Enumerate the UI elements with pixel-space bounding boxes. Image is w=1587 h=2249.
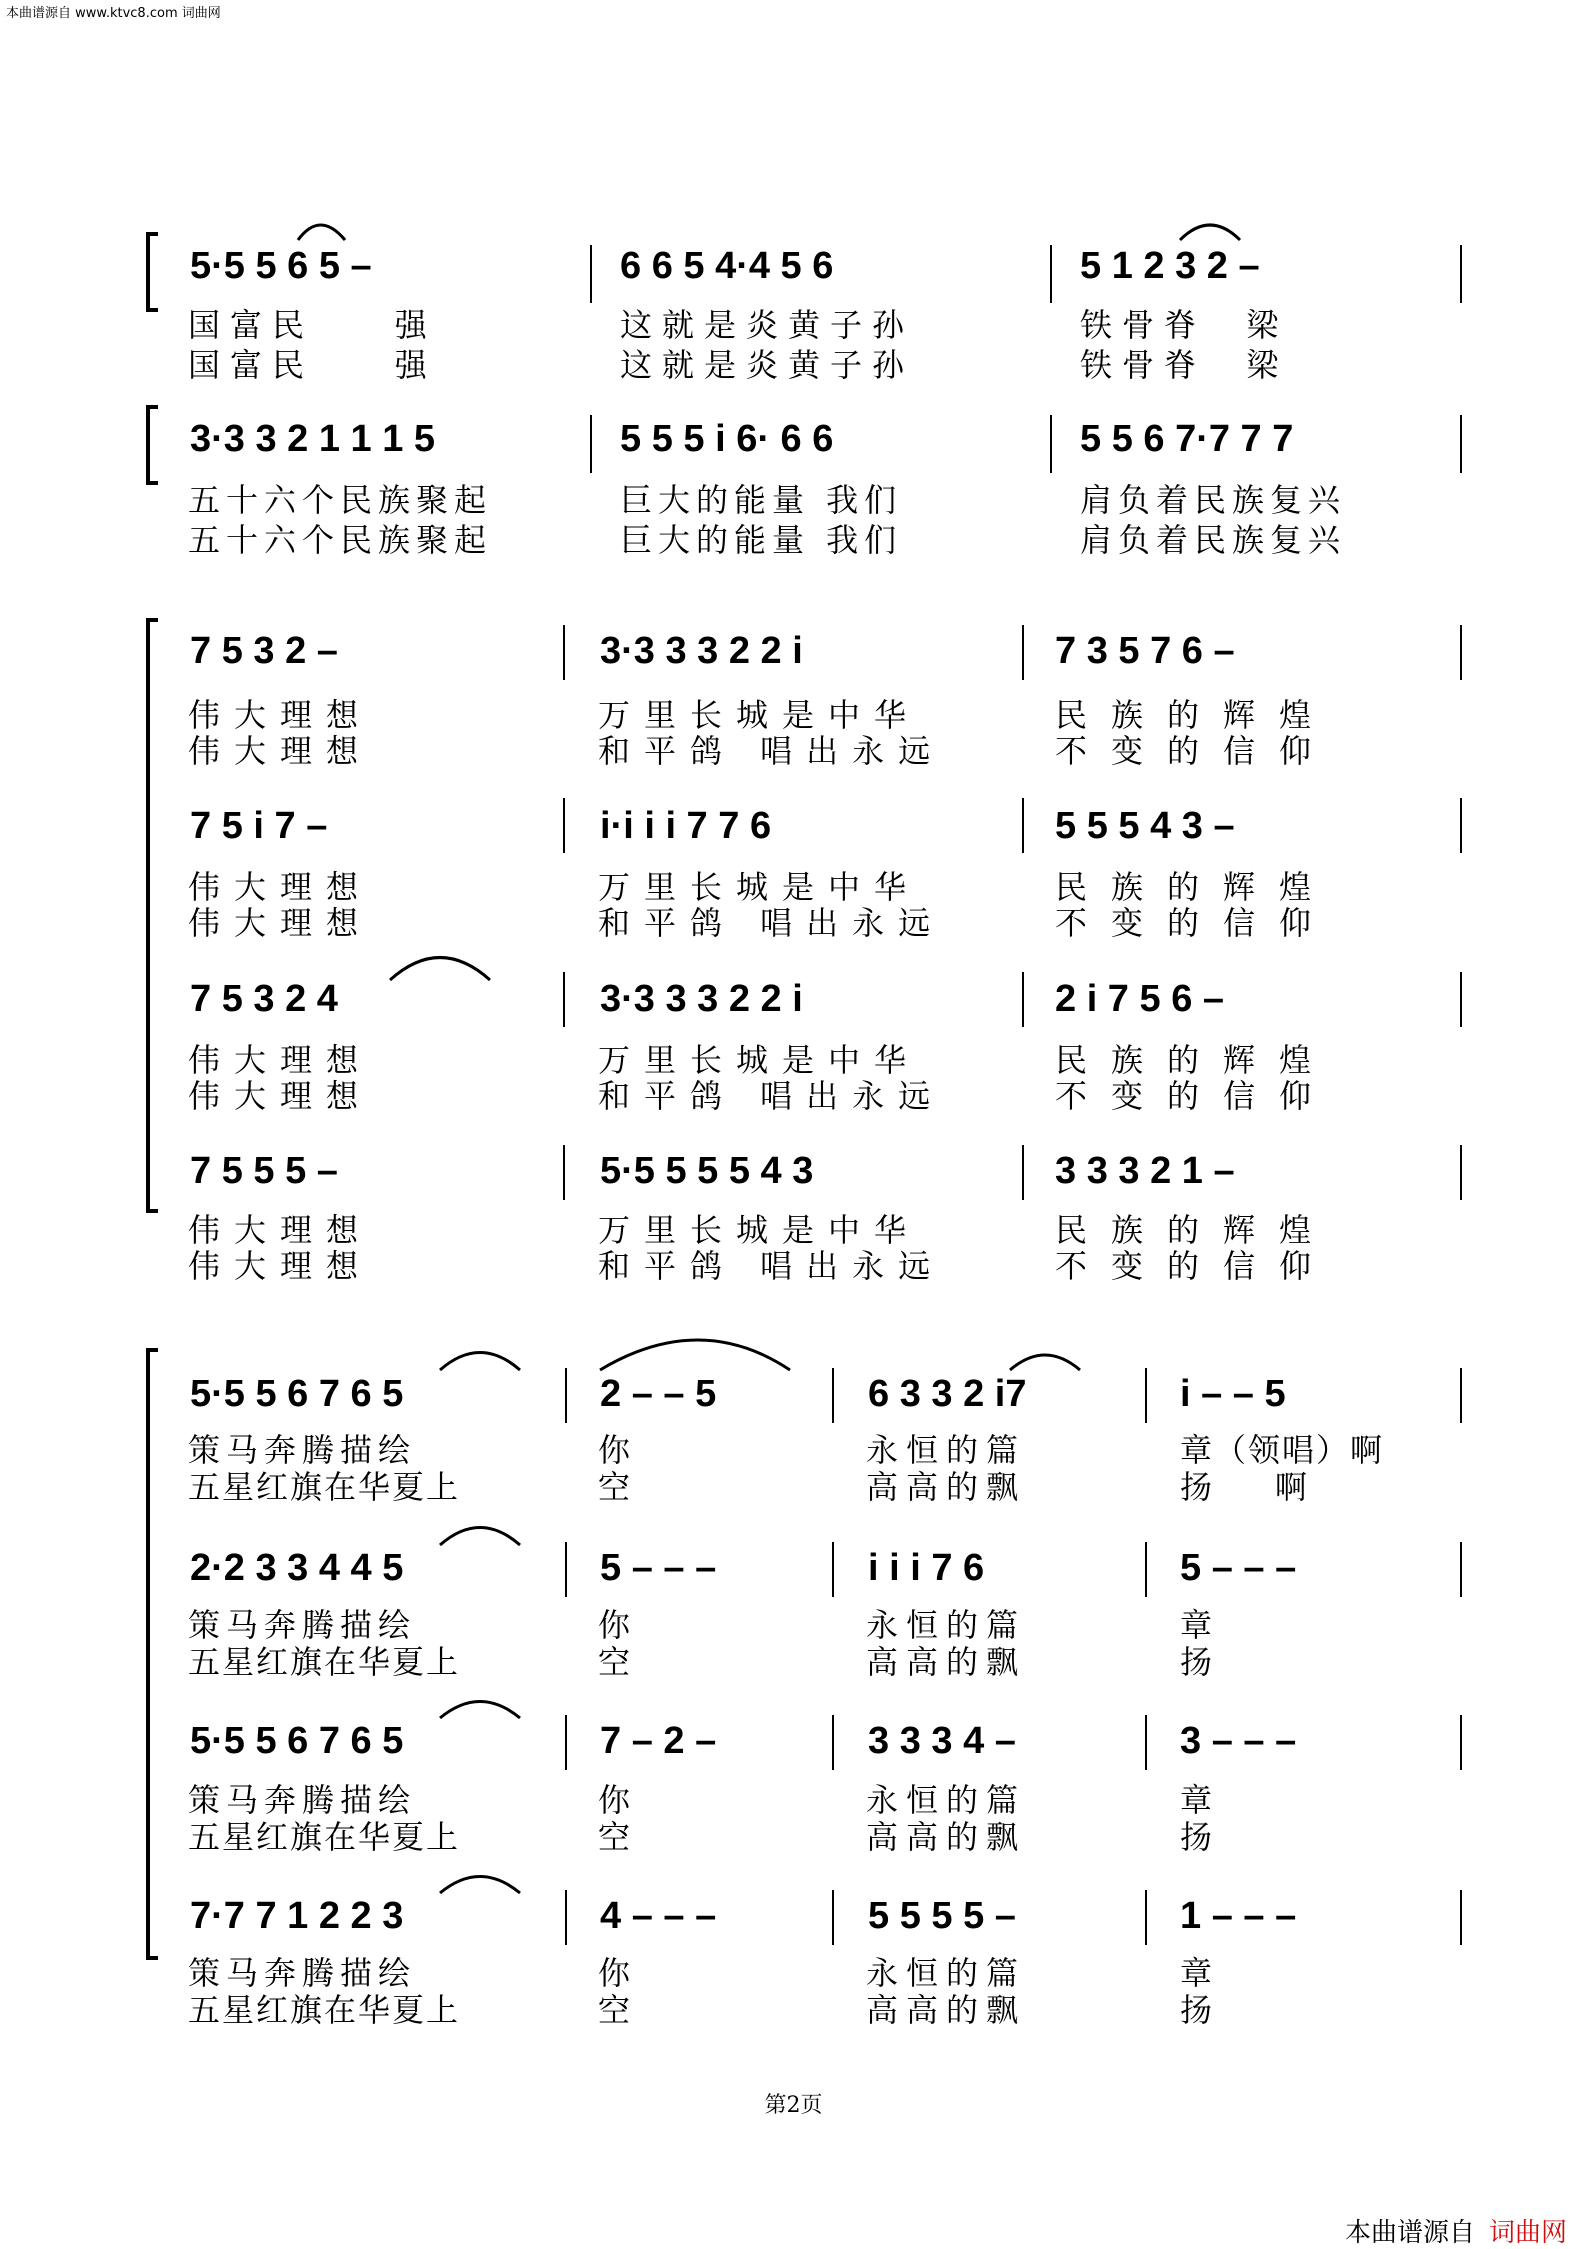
lyric-line: 国富民 强 <box>188 346 437 384</box>
bar-line <box>1460 1890 1462 1945</box>
lyric-line: 你 <box>598 1431 641 1469</box>
lyric-line: 巨大的能量 我们 <box>620 481 903 519</box>
system-brace <box>146 405 150 485</box>
lyric-line: 这就是炎黄子孙 <box>620 306 915 344</box>
lyric-line: 和平鸽 唱出永远 <box>598 732 945 770</box>
lyric-line: 策马奔腾描绘 <box>188 1954 417 1992</box>
measure-notes: 3 3 3 2 1 – <box>1055 1150 1235 1192</box>
bar-line <box>1460 1715 1462 1770</box>
lyric-line: 万里长城是中华 <box>598 1041 921 1079</box>
bar-line <box>1145 1890 1147 1945</box>
bar-line <box>1460 1368 1462 1423</box>
slur <box>1180 225 1240 240</box>
bar-line <box>832 1368 834 1423</box>
bar-line <box>590 415 592 473</box>
measure-notes: 5·5 5 6 7 6 5 <box>190 1373 404 1415</box>
measure-notes: 7 3 5 7 6 – <box>1055 630 1235 672</box>
measure-notes: 3 3 3 4 – <box>868 1720 1016 1762</box>
bar-line <box>1050 245 1052 303</box>
lyric-line: 不变的信仰 <box>1055 732 1336 770</box>
lyric-line: 空 <box>598 1991 641 2029</box>
lyric-line: 民族的辉煌 <box>1055 1211 1336 1249</box>
bar-line <box>565 1542 567 1597</box>
measure-notes: 3·3 3 2 1 1 1 5 <box>190 418 436 460</box>
lyric-line: 五星红旗在华夏上 <box>188 1991 461 2029</box>
slur <box>298 225 345 240</box>
measure-notes: 5·5 5 5 5 4 3 <box>600 1150 814 1192</box>
lyric-line: 永恒的篇 <box>866 1431 1027 1469</box>
page-number: 第2页 <box>764 2093 823 2118</box>
bar-line <box>832 1890 834 1945</box>
bar-line <box>1145 1542 1147 1597</box>
lyric-line: 空 <box>598 1643 641 1681</box>
bar-line <box>563 625 565 680</box>
measure-notes: 6 3 3 2 i7 <box>868 1373 1027 1415</box>
lyric-line: 和平鸽 唱出永远 <box>598 904 945 942</box>
lyric-line: 万里长城是中华 <box>598 696 921 734</box>
lyric-line: 肩负着民族复兴 <box>1080 521 1347 559</box>
bar-line <box>1050 415 1052 473</box>
bar-line <box>590 245 592 303</box>
lyric-line: 五十六个民族聚起 <box>188 521 493 559</box>
lyric-line: 章 <box>1180 1954 1223 1992</box>
bar-line <box>563 972 565 1027</box>
lyric-line: 肩负着民族复兴 <box>1080 481 1347 519</box>
bar-line <box>563 798 565 853</box>
lyric-line: 策马奔腾描绘 <box>188 1781 417 1819</box>
lyric-line: 高高的飘 <box>866 1468 1027 1506</box>
bar-line <box>832 1715 834 1770</box>
slur <box>600 1340 790 1370</box>
bar-line <box>1022 798 1024 853</box>
lyric-line: 你 <box>598 1606 641 1644</box>
slur <box>440 1353 520 1371</box>
bar-line <box>1022 625 1024 680</box>
system-brace <box>146 618 150 1213</box>
measure-notes: 7 5 3 2 4 <box>190 978 338 1020</box>
lyric-line: 和平鸽 唱出永远 <box>598 1247 945 1285</box>
footer-left: 本曲谱源自 <box>1344 2218 1475 2248</box>
slur <box>1010 1355 1080 1370</box>
measure-notes: 5 – – – <box>600 1547 717 1589</box>
system-brace <box>146 232 150 312</box>
bar-line <box>1460 625 1462 680</box>
lyric-line: 扬 <box>1180 1818 1223 1856</box>
lyric-line: 你 <box>598 1781 641 1819</box>
lyric-line: 高高的飘 <box>866 1818 1027 1856</box>
source-header: 本曲谱源自 www.ktvc8.com 词曲网 <box>6 6 221 21</box>
lyric-line: 万里长城是中华 <box>598 1211 921 1249</box>
measure-notes: 5 – – – <box>1180 1547 1297 1589</box>
lyric-line: 铁骨脊 梁 <box>1080 346 1289 384</box>
lyric-line: 五星红旗在华夏上 <box>188 1643 461 1681</box>
lyric-line: 伟大理想 <box>188 1077 373 1115</box>
lyric-line: 章（领唱）啊 <box>1180 1431 1385 1469</box>
lyric-line: 国富民 强 <box>188 306 437 344</box>
lyric-line: 伟大理想 <box>188 904 373 942</box>
lyric-line: 伟大理想 <box>188 696 373 734</box>
bar-line <box>1460 1542 1462 1597</box>
bar-line <box>1460 798 1462 853</box>
lyric-line: 伟大理想 <box>188 868 373 906</box>
measure-notes: i i i 7 6 <box>868 1547 985 1589</box>
lyric-line: 永恒的篇 <box>866 1606 1027 1644</box>
lyric-line: 和平鸽 唱出永远 <box>598 1077 945 1115</box>
bar-line <box>565 1715 567 1770</box>
lyric-line: 这就是炎黄子孙 <box>620 346 915 384</box>
measure-notes: 5·5 5 6 7 6 5 <box>190 1720 404 1762</box>
bar-line <box>1460 245 1462 303</box>
measure-notes: 5 5 5 5 – <box>868 1895 1016 1937</box>
lyric-line: 扬 <box>1180 1643 1223 1681</box>
slur <box>440 1528 520 1546</box>
footer-right: 词曲网 <box>1488 2218 1567 2248</box>
bar-line <box>1460 1145 1462 1200</box>
measure-notes: 1 – – – <box>1180 1895 1297 1937</box>
measure-notes: 7 5 i 7 – <box>190 805 328 847</box>
slur <box>440 1877 520 1894</box>
lyric-line: 民族的辉煌 <box>1055 868 1336 906</box>
measure-notes: 3·3 3 3 2 2 i <box>600 630 803 672</box>
measure-notes: 5 5 5 i 6· 6 6 <box>620 418 834 460</box>
measure-notes: 2 i 7 5 6 – <box>1055 978 1225 1020</box>
lyric-line: 伟大理想 <box>188 1247 373 1285</box>
lyric-line: 五十六个民族聚起 <box>188 481 493 519</box>
lyric-line: 万里长城是中华 <box>598 868 921 906</box>
measure-notes: i – – 5 <box>1180 1373 1286 1415</box>
lyric-line: 高高的飘 <box>866 1991 1027 2029</box>
system-brace <box>146 1348 150 1960</box>
lyric-line: 伟大理想 <box>188 732 373 770</box>
lyric-line: 空 <box>598 1818 641 1856</box>
bar-line <box>565 1368 567 1423</box>
slur <box>390 958 490 981</box>
measure-notes: 5·5 5 6 5 – <box>190 245 372 287</box>
measure-notes: 6 6 5 4·4 5 6 <box>620 245 834 287</box>
measure-notes: 5 5 5 4 3 – <box>1055 805 1235 847</box>
lyric-line: 永恒的篇 <box>866 1781 1027 1819</box>
lyric-line: 五星红旗在华夏上 <box>188 1468 461 1506</box>
slur <box>440 1702 520 1719</box>
lyric-line: 策马奔腾描绘 <box>188 1606 417 1644</box>
measure-notes: 7 5 3 2 – <box>190 630 338 672</box>
measure-notes: 3 – – – <box>1180 1720 1297 1762</box>
lyric-line: 空 <box>598 1468 641 1506</box>
lyric-line: 民族的辉煌 <box>1055 696 1336 734</box>
lyric-line: 不变的信仰 <box>1055 904 1336 942</box>
bar-line <box>1460 415 1462 473</box>
measure-notes: 5 5 6 7·7 7 7 <box>1080 418 1294 460</box>
measure-notes: 2·2 3 3 4 4 5 <box>190 1547 404 1589</box>
lyric-line: 扬 啊 <box>1180 1468 1309 1506</box>
lyric-line: 章 <box>1180 1606 1223 1644</box>
lyric-line: 民族的辉煌 <box>1055 1041 1336 1079</box>
lyric-line: 策马奔腾描绘 <box>188 1431 417 1469</box>
measure-notes: 4 – – – <box>600 1895 717 1937</box>
lyric-line: 你 <box>598 1954 641 1992</box>
lyric-line: 不变的信仰 <box>1055 1247 1336 1285</box>
lyric-line: 伟大理想 <box>188 1211 373 1249</box>
measure-notes: 3·3 3 3 2 2 i <box>600 978 803 1020</box>
lyric-line: 高高的飘 <box>866 1643 1027 1681</box>
measure-notes: 7 5 5 5 – <box>190 1150 338 1192</box>
lyric-line: 扬 <box>1180 1991 1223 2029</box>
bar-line <box>832 1542 834 1597</box>
lyric-line: 伟大理想 <box>188 1041 373 1079</box>
bar-line <box>1022 972 1024 1027</box>
lyric-line: 不变的信仰 <box>1055 1077 1336 1115</box>
lyric-line: 章 <box>1180 1781 1223 1819</box>
bar-line <box>1460 972 1462 1027</box>
bar-line <box>1145 1715 1147 1770</box>
footer-watermark <box>1345 2212 1567 2249</box>
lyric-line: 五星红旗在华夏上 <box>188 1818 461 1856</box>
bar-line <box>1145 1368 1147 1423</box>
bar-line <box>563 1145 565 1200</box>
measure-notes: i·i i i 7 7 6 <box>600 805 772 847</box>
lyric-line: 巨大的能量 我们 <box>620 521 903 559</box>
bar-line <box>565 1890 567 1945</box>
measure-notes: 5 1 2 3 2 – <box>1080 245 1260 287</box>
lyric-line: 永恒的篇 <box>866 1954 1027 1992</box>
measure-notes: 2 – – 5 <box>600 1373 717 1415</box>
lyric-line: 铁骨脊 梁 <box>1080 306 1289 344</box>
measure-notes: 7 – 2 – <box>600 1720 717 1762</box>
bar-line <box>1022 1145 1024 1200</box>
measure-notes: 7·7 7 1 2 2 3 <box>190 1895 404 1937</box>
